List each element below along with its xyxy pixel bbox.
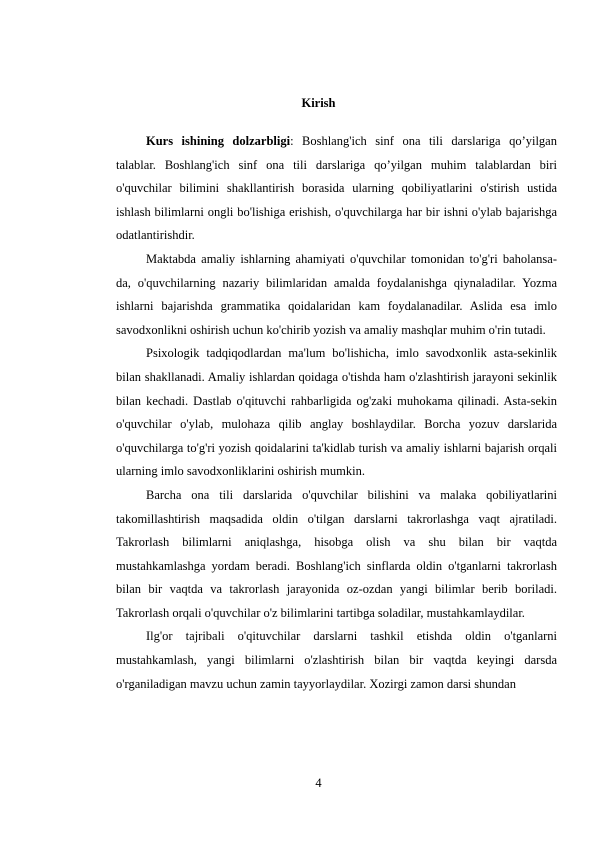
section-title: Kirish [301,96,336,110]
paragraph-text: Psixologik tadqiqodlardan ma'lum bo'lishicha, imlo savodxonlik asta-sekinlik bilan shakllanadi. Amaliy ishlardan qoidaga o'tishda ham o'zlashtirish jarayoni sekinlik bilan kechadi. Dastlab o'qituvchi rahbarligida og'zaki muhokama qilinadi. Asta-sekin o'quvchilar o'ylab, mulohaza qilib anglay boshlaydilar. Borcha yozuv darslarida o'quvchilarga to'g'ri yozish qoidalarini ta'kidlab turish va amaliy ishlarni bajarish orqali ularning imlo savodxonliklarini oshirish mumkin. [116,346,557,479]
body-text [116,130,557,696]
paragraph-text: : Boshlang'ich sinf ona tili darslariga qo’yilgan talablar. Boshlang'ich sinf ona tili darslariga qo’yilgan muhim talablardan biri o'quvchilar bilimini shakllantirish borasida ularning qobiliyatlarini o'stirish ustida ishlash bilimlarni ongli bo'lishiga erishish, o'quvchilarga har bir ishni o'ylab bajarishga odatlantirishdir. [116,134,557,243]
paragraph-lead: Kurs ishining dolzarbligi [146,134,291,148]
paragraph-5 [116,625,557,696]
paragraph-4 [116,484,557,626]
paragraph-3 [116,342,557,484]
document-page [116,0,557,842]
paragraph-text: Ilg'or tajribali o'qituvchilar darslarni tashkil etishda oldin o'tganlarni mustahkamlash, yangi bilimlarni o'zlashtirish bilan bir vaqtda keyingi darsda o'rganiladigan mavzu uchun zamin tayyorlaydilar. Xozirgi zamon darsi shundan [116,629,557,691]
paragraph-1 [116,130,557,248]
paragraph-2 [116,248,557,342]
page-number: 4 [315,776,322,790]
paragraph-text: Maktabda amaliy ishlarning ahamiyati o'quvchilar tomonidan to'g'ri baholansa-da, o'quvchilarning nazariy bilimlaridan amalda foydalanishga qiynaladilar. Yozma ishlarni bajarishda grammatika qoidalaridan kam foydalanadilar. Aslida esa imlo savodxonlikni oshirish uchun ko'chirib yozish va amaliy mashqlar muhim o'rin tutadi. [116,251,557,337]
paragraph-text: Barcha ona tili darslarida o'quvchilar bilishini va malaka qobiliyatlarini takomillashtirish maqsadida oldin o'tilgan darslarni takrorlashga vaqt ajratiladi. Takrorlash bilimlarni aniqlashga, hisobga olish va shu bilan bir vaqtda mustahkamlashga yordam beradi. Boshlang'ich sinflarda oldin o'tganlarni takrorlash bilan bir vaqtda va takrorlash jarayonida oz-ozdan yangi bilimlar berib boriladi. Takrorlash orqali o'quvchilar o'z bilimlarini tartibga soladilar, mustahkamlaydilar. [116,487,557,620]
